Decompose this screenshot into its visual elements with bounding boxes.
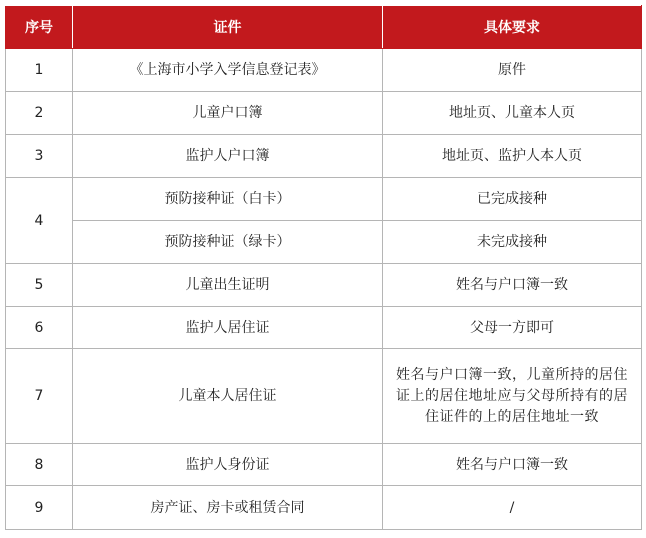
row-document: 儿童户口簿 [73,92,383,135]
row-index: 6 [6,307,73,349]
row-document: 儿童出生证明 [73,264,383,307]
row-index: 1 [6,49,73,92]
row-document: 房产证、房卡或租赁合同 [73,486,383,530]
table-row [6,49,642,92]
table-row [6,135,642,178]
row-requirement [383,349,642,444]
row-document: 监护人户口簿 [73,135,383,178]
table-row [6,307,642,349]
row-requirement: 未完成接种 [383,221,642,264]
row-index: 8 [6,444,73,486]
row-requirement: 父母一方即可 [383,307,642,349]
row-document: 监护人身份证 [73,444,383,486]
row-requirement: 姓名与户口簿一致 [383,264,642,307]
table-row [6,264,642,307]
row-index: 4 [6,178,73,264]
header-index: 序号 [6,6,73,49]
row-index: 3 [6,135,73,178]
table-header-row [6,6,642,49]
row-document: 监护人居住证 [73,307,383,349]
enrollment-documents-table [5,5,642,530]
row-index: 5 [6,264,73,307]
table-row [6,349,642,444]
row-document: 预防接种证（绿卡） [73,221,383,264]
row-index: 9 [6,486,73,530]
row-document: 预防接种证（白卡） [73,178,383,221]
row-requirement: 原件 [383,49,642,92]
row-index: 2 [6,92,73,135]
table-row [6,221,642,264]
row-requirement: 地址页、监护人本人页 [383,135,642,178]
row-requirement: 地址页、儿童本人页 [383,92,642,135]
header-document: 证件 [73,6,383,49]
table-row [6,178,642,221]
table-row [6,92,642,135]
row-document: 《上海市小学入学信息登记表》 [73,49,383,92]
row-requirement: 已完成接种 [383,178,642,221]
row-index: 7 [6,349,73,444]
table-row [6,486,642,530]
row-requirement: 姓名与户口簿一致 [383,444,642,486]
table-row [6,444,642,486]
row-document: 儿童本人居住证 [73,349,383,444]
row-requirement-text: 姓名与户口簿一致，儿童所持的居住证上的居住地址应与父母所持有的居住证件的上的居住地址一致 [396,366,628,425]
row-requirement: / [383,486,642,530]
header-requirement: 具体要求 [383,6,642,49]
